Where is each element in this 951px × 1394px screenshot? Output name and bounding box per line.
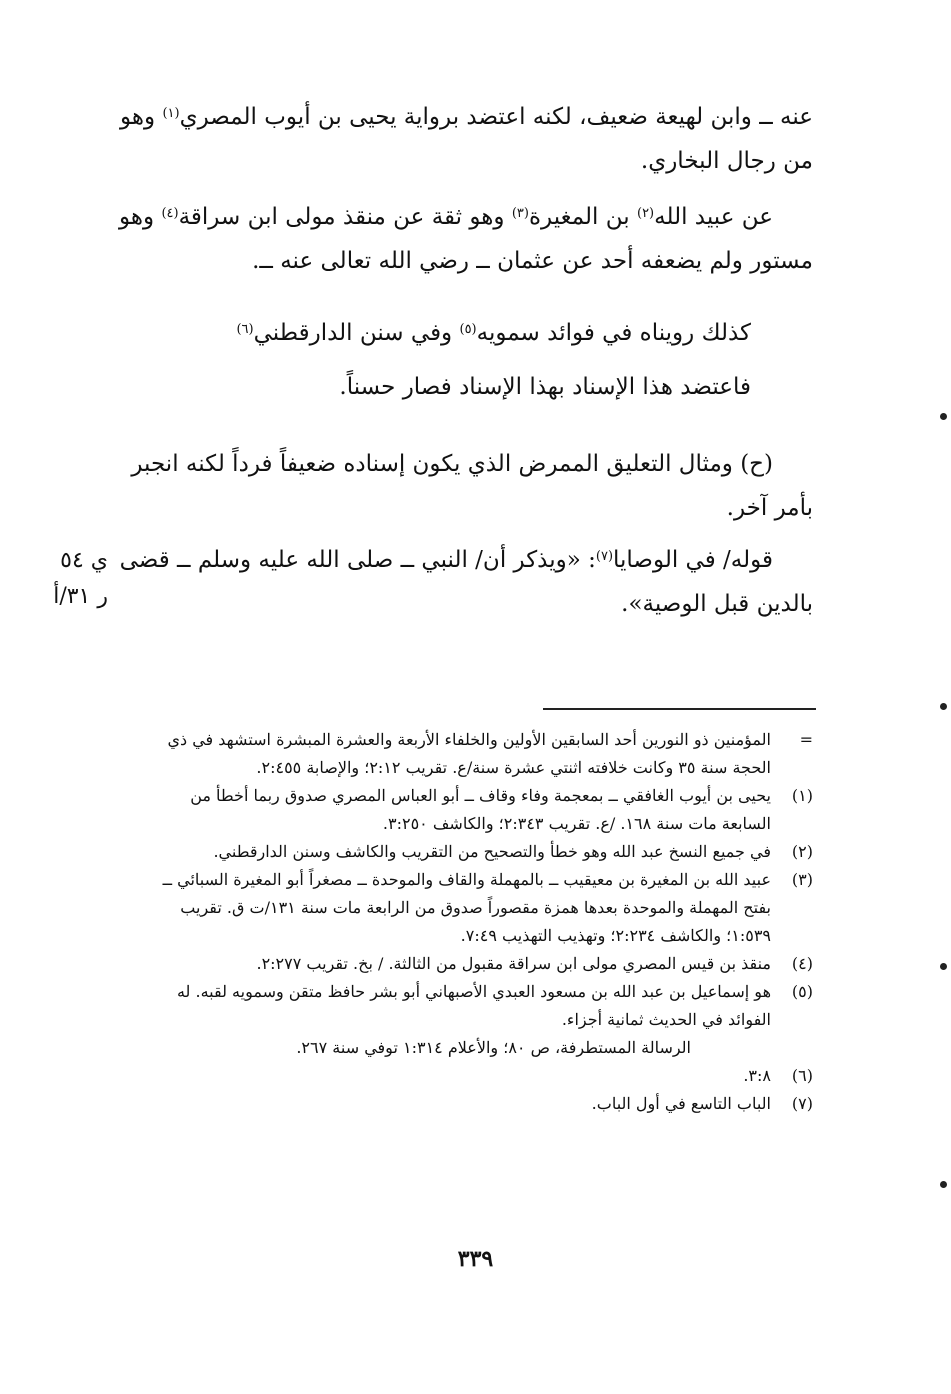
scan-mark <box>940 703 947 710</box>
footnote-number: (١) <box>791 786 813 805</box>
scan-mark <box>940 1181 947 1188</box>
page-number: ٣٣٩ <box>457 1246 494 1272</box>
footnote-continued <box>123 726 813 782</box>
footnote-line: منقذ بن قيس المصري مولى ابن سراقة مقبول من الثالثة. / بخ. تقريب ٢:٢٧٧. <box>256 954 771 973</box>
footnote-number: (٦) <box>791 1066 813 1085</box>
footnote-number: (٢) <box>791 842 813 861</box>
footnote-number: (٣) <box>791 870 813 889</box>
footnote-line: بفتح المهملة والموحدة بعدها همزة مقصوراً صدوق من الرابعة مات سنة ١٣١/ت ق. تقريب <box>180 898 771 917</box>
main-paragraph-4 <box>119 538 813 626</box>
footnote-1 <box>123 782 813 838</box>
footnote-line: ٣:٨. <box>743 1066 771 1085</box>
text-line: مستور ولم يضعفه أحد عن عثمان ــ رضي الله تعالى عنه ــ. <box>252 248 813 274</box>
footnote-line: الرسالة المستطرفة، ص ٨٠؛ والأعلام ١:٣١٤ توفي سنة ٢٦٧. <box>296 1038 691 1057</box>
footnote-number: = <box>799 730 813 749</box>
footnote-line: السابعة مات سنة ١٦٨. /ع. تقريب ٢:٣٤٣؛ والكاشف ٣:٢٥٠. <box>382 814 771 833</box>
footnote-number: (٤) <box>791 954 813 973</box>
footnote-line: يحيى بن أيوب الغافقي ــ بمعجمة وفاء وقاف ــ أبو العباس المصري صدوق ربما أخطأ من <box>190 786 771 805</box>
footnote-line: في جميع النسخ عبد الله وهو خطأ والتصحيح من التقريب والكاشف وسنن الدارقطني. <box>213 842 771 861</box>
footnote-7 <box>123 1090 813 1118</box>
footnote-5 <box>123 978 813 1062</box>
text-line: كذلك رويناه في فوائد سمويه$^{(٥)}$ وفي سنن الدارقطني$^{(٦)}$ <box>236 320 751 346</box>
text-line: بالدين قبل الوصية». <box>621 591 813 617</box>
footnote-3 <box>123 866 813 950</box>
footnote-line: الباب التاسع في أول الباب. <box>591 1094 771 1113</box>
footnotes <box>123 726 813 1118</box>
footnote-number: (٥) <box>791 982 813 1001</box>
footnote-ref[interactable]: (٦) <box>236 322 254 337</box>
footnote-ref[interactable]: (٥) <box>459 322 477 337</box>
footnote-ref[interactable]: (٢) <box>636 206 655 221</box>
footnote-line: الفوائد في الحديث ثمانية أجزاء. <box>561 1010 771 1029</box>
text-line: بأمر آخر. <box>726 495 813 521</box>
footnote-line: ١:٥٣٩؛ والكاشف ٢:٢٣٤؛ وتهذيب التهذيب ٧:٤٩. <box>460 926 771 945</box>
text-line: عنه ــ وابن لهيعة ضعيف، لكنه اعتضد برواية يحيى بن أيوب المصري$^{(١)}$ وهو <box>120 104 813 130</box>
scan-mark <box>940 963 947 970</box>
footnote-line: عبيد الله بن المغيرة بن معيقيب ــ بالمهملة والقاف والموحدة ــ مصغراً أبو المغيرة السبائي ــ <box>162 870 771 889</box>
footnote-2 <box>123 838 813 866</box>
main-paragraph-1 <box>120 95 813 183</box>
scan-mark <box>940 413 947 420</box>
main-paragraph-3 <box>133 442 813 530</box>
main-paragraph-2 <box>119 195 813 283</box>
footnote-ref[interactable]: (٤) <box>161 206 179 221</box>
footnote-separator <box>543 708 816 710</box>
manuscript-ref: ر ٣١/أ <box>53 584 108 609</box>
footnote-ref[interactable]: (٣) <box>511 206 529 221</box>
quoted-verse <box>191 311 751 409</box>
text-line: (ح) ومثال التعليق الممرض الذي يكون إسناده ضعيفاً فرداً لكنه انجبر <box>131 451 773 477</box>
footnote-line: الحجة سنة ٣٥ وكانت خلافته اثنتي عشرة سنة/ع. تقريب ٢:١٢؛ والإصابة ٢:٤٥٥. <box>256 758 771 777</box>
footnote-4 <box>123 950 813 978</box>
footnote-6 <box>123 1062 813 1090</box>
text-line: فاعتضد هذا الإسناد بهذا الإسناد فصار حسناً. <box>339 374 751 400</box>
footnote-ref[interactable]: (٧) <box>595 549 614 564</box>
text-line: من رجال البخاري. <box>640 148 813 174</box>
footnote-ref[interactable]: (١) <box>162 106 180 121</box>
footnote-number: (٧) <box>791 1094 813 1113</box>
margin-note <box>3 543 108 615</box>
manuscript-ref: ي ٥٤ <box>60 548 108 573</box>
footnote-line: هو إسماعيل بن عبد الله بن مسعود العبدي الأصبهاني أبو بشر حافظ متقن وسمويه لقبه. له <box>176 982 771 1001</box>
text-line: قوله/ في الوصايا$^{(٧)}$: «ويذكر أن/ النبي ــ صلى الله عليه وسلم ــ قضى <box>119 547 773 573</box>
footnote-line: المؤمنين ذو النورين أحد السابقين الأولين والخلفاء الأربعة والعشرة المبشرة استشهد في ذي <box>167 730 771 749</box>
text-line: عن عبيد الله$^{(٢)}$ بن المغيرة$^{(٣)}$ وهو ثقة عن منقذ مولى ابن سراقة$^{(٤)}$ وهو <box>119 204 773 230</box>
